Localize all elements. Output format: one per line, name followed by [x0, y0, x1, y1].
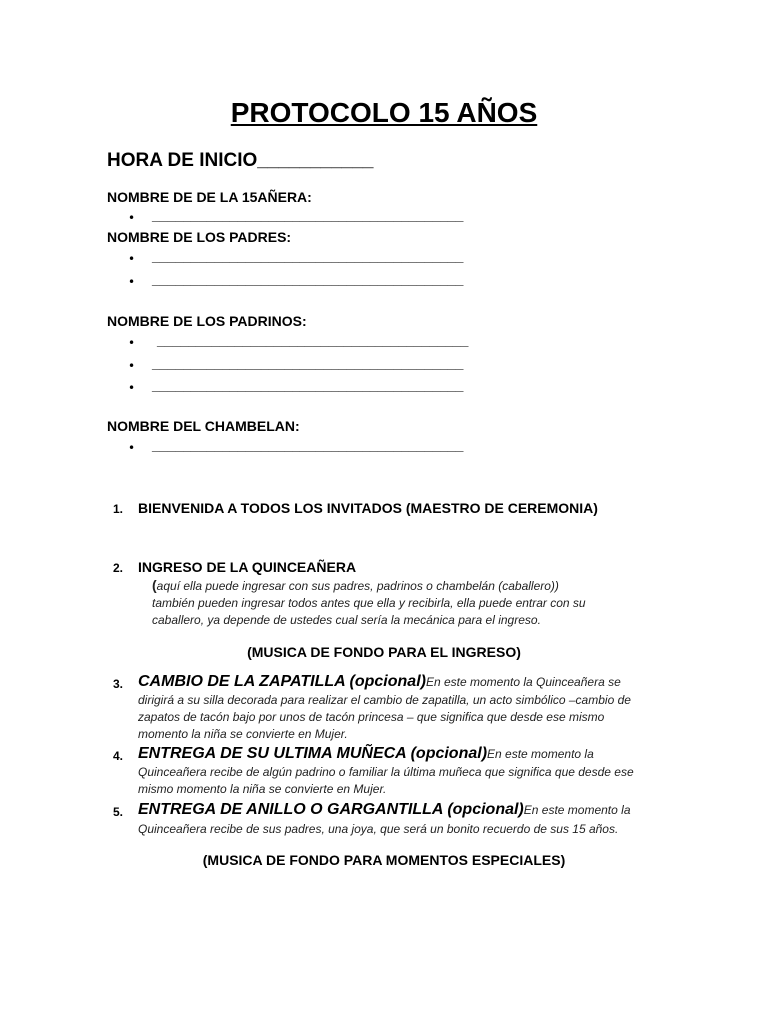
desc-inline: En este momento la Quinceañera se	[425, 675, 621, 689]
blank-line: ________________________________________	[152, 248, 464, 264]
blank-line: ________________________________________	[152, 207, 464, 223]
step-number: 2.	[113, 561, 124, 575]
step-heading: ENTREGA DE ANILLO O GARGANTILLA (opcional)	[138, 801, 524, 818]
step-heading-row	[138, 801, 631, 819]
section-quinceanera-name: NOMBRE DE DE LA 15AÑERA:	[107, 189, 312, 205]
bullet-icon: •	[128, 441, 136, 455]
desc-line: también pueden ingresar todos antes que ella y recibirla, ella puede entrar con su	[152, 596, 586, 610]
bullet-icon: •	[128, 381, 136, 395]
step-heading: CAMBIO DE LA ZAPATILLA (opcional)	[138, 673, 426, 690]
desc-line: dirigirá a su silla decorada para realizar el cambio de zapatilla, un acto simbólico –cambio de	[138, 693, 631, 707]
step-heading-row	[138, 745, 594, 763]
bullet-icon: •	[128, 211, 136, 225]
blank-line: ________________________________________	[152, 437, 464, 453]
step-description	[152, 577, 559, 596]
step-number: 3.	[113, 677, 124, 691]
step-number: 1.	[113, 502, 124, 516]
section-chambelan-name: NOMBRE DEL CHAMBELAN:	[107, 418, 300, 434]
blank-line: ________________________________________	[152, 377, 464, 393]
desc-line: caballero, ya depende de ustedes cual sería la mecánica para el ingreso.	[152, 613, 541, 627]
background-music-special: (MUSICA DE FONDO PARA MOMENTOS ESPECIALES)	[202, 852, 566, 868]
start-time-field: HORA DE INICIO___________	[107, 150, 374, 171]
step-number: 5.	[113, 805, 124, 819]
blank-line: ________________________________________	[152, 355, 464, 371]
bullet-icon: •	[128, 336, 136, 350]
step-heading-row	[138, 673, 621, 691]
background-music-entrance: (MUSICA DE FONDO PARA EL INGRESO)	[247, 644, 521, 660]
step-heading: BIENVENIDA A TODOS LOS INVITADOS (MAESTRO DE CEREMONIA)	[138, 500, 598, 516]
desc-line: Quinceañera recibe de sus padres, una joya, que será un bonito recuerdo de sus 15 años.	[138, 822, 619, 836]
desc-line: zapatos de tacón bajo por unos de tacón princesa – que significa que desde ese mismo	[138, 710, 605, 724]
document-title: PROTOCOLO 15 AÑOS	[230, 97, 538, 128]
step-number: 4.	[113, 749, 124, 763]
section-godparents-name: NOMBRE DE LOS PADRINOS:	[107, 313, 307, 329]
desc-line: momento la niña se convierte en Mujer.	[138, 727, 348, 741]
paren-open: (	[152, 577, 157, 593]
desc-line: mismo momento la niña se convierte en Mujer.	[138, 782, 387, 796]
blank-line: ________________________________________	[152, 271, 464, 287]
desc-line: aquí ella puede ingresar con sus padres, padrinos o chambelán (caballero))	[156, 579, 559, 593]
step-heading: ENTREGA DE SU ULTIMA MUÑECA (opcional)	[138, 745, 488, 762]
desc-line: Quinceañera recibe de algún padrino o familiar la última muñeca que significa que desde ese	[138, 765, 634, 779]
desc-inline: En este momento la	[523, 803, 631, 817]
step-heading: INGRESO DE LA QUINCEAÑERA	[138, 559, 357, 575]
bullet-icon: •	[128, 275, 136, 289]
bullet-icon: •	[128, 359, 136, 373]
section-parents-name: NOMBRE DE LOS PADRES:	[107, 229, 292, 245]
desc-inline: En este momento la	[487, 747, 594, 761]
blank-line: ________________________________________	[157, 332, 469, 348]
bullet-icon: •	[128, 252, 136, 266]
